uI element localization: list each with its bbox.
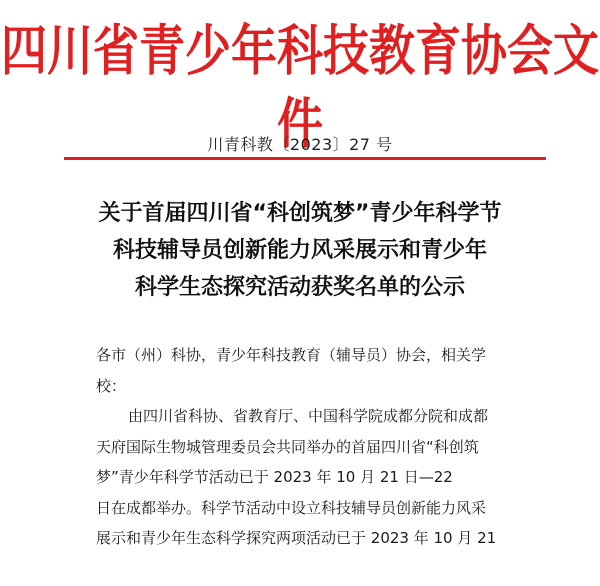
- salutation-line: 各市（州）科协，青少年科技教育（辅导员）协会，相关学: [96, 346, 487, 364]
- body-paragraph-line: 梦”青少年科学节活动已于 2023 年 10 月 21 日—22: [96, 468, 453, 486]
- notice-title-line: 科技辅导员创新能力风采展示和青少年: [112, 238, 487, 263]
- notice-title-line: 关于首届四川省“科创筑梦”青少年科学节: [98, 201, 502, 226]
- salutation-line: 校：: [96, 376, 127, 395]
- masthead-title: 四川省青少年科技教育协会文件: [1, 18, 599, 156]
- notice-body: [96, 340, 536, 554]
- body-paragraph-line: 展示和青少年生态科学探究两项活动已于 2023 年 10 月 21: [96, 529, 497, 547]
- notice-title: [0, 195, 600, 306]
- body-paragraph-line: 日在成都举办。科学节活动中设立科技辅导员创新能力风采: [96, 498, 487, 517]
- document-number: 川青科教〔2023〕27 号: [207, 135, 393, 154]
- notice-title-line: 科学生态探究活动获奖名单的公示: [134, 275, 465, 300]
- body-paragraph-line: 天府国际生物城管理委员会共同举办的首届四川省“科创筑: [96, 437, 479, 456]
- body-paragraph-line: 由四川省科协、省教育厅、中国科学院成都分院和成都: [128, 407, 489, 425]
- red-divider-rule: [64, 157, 546, 160]
